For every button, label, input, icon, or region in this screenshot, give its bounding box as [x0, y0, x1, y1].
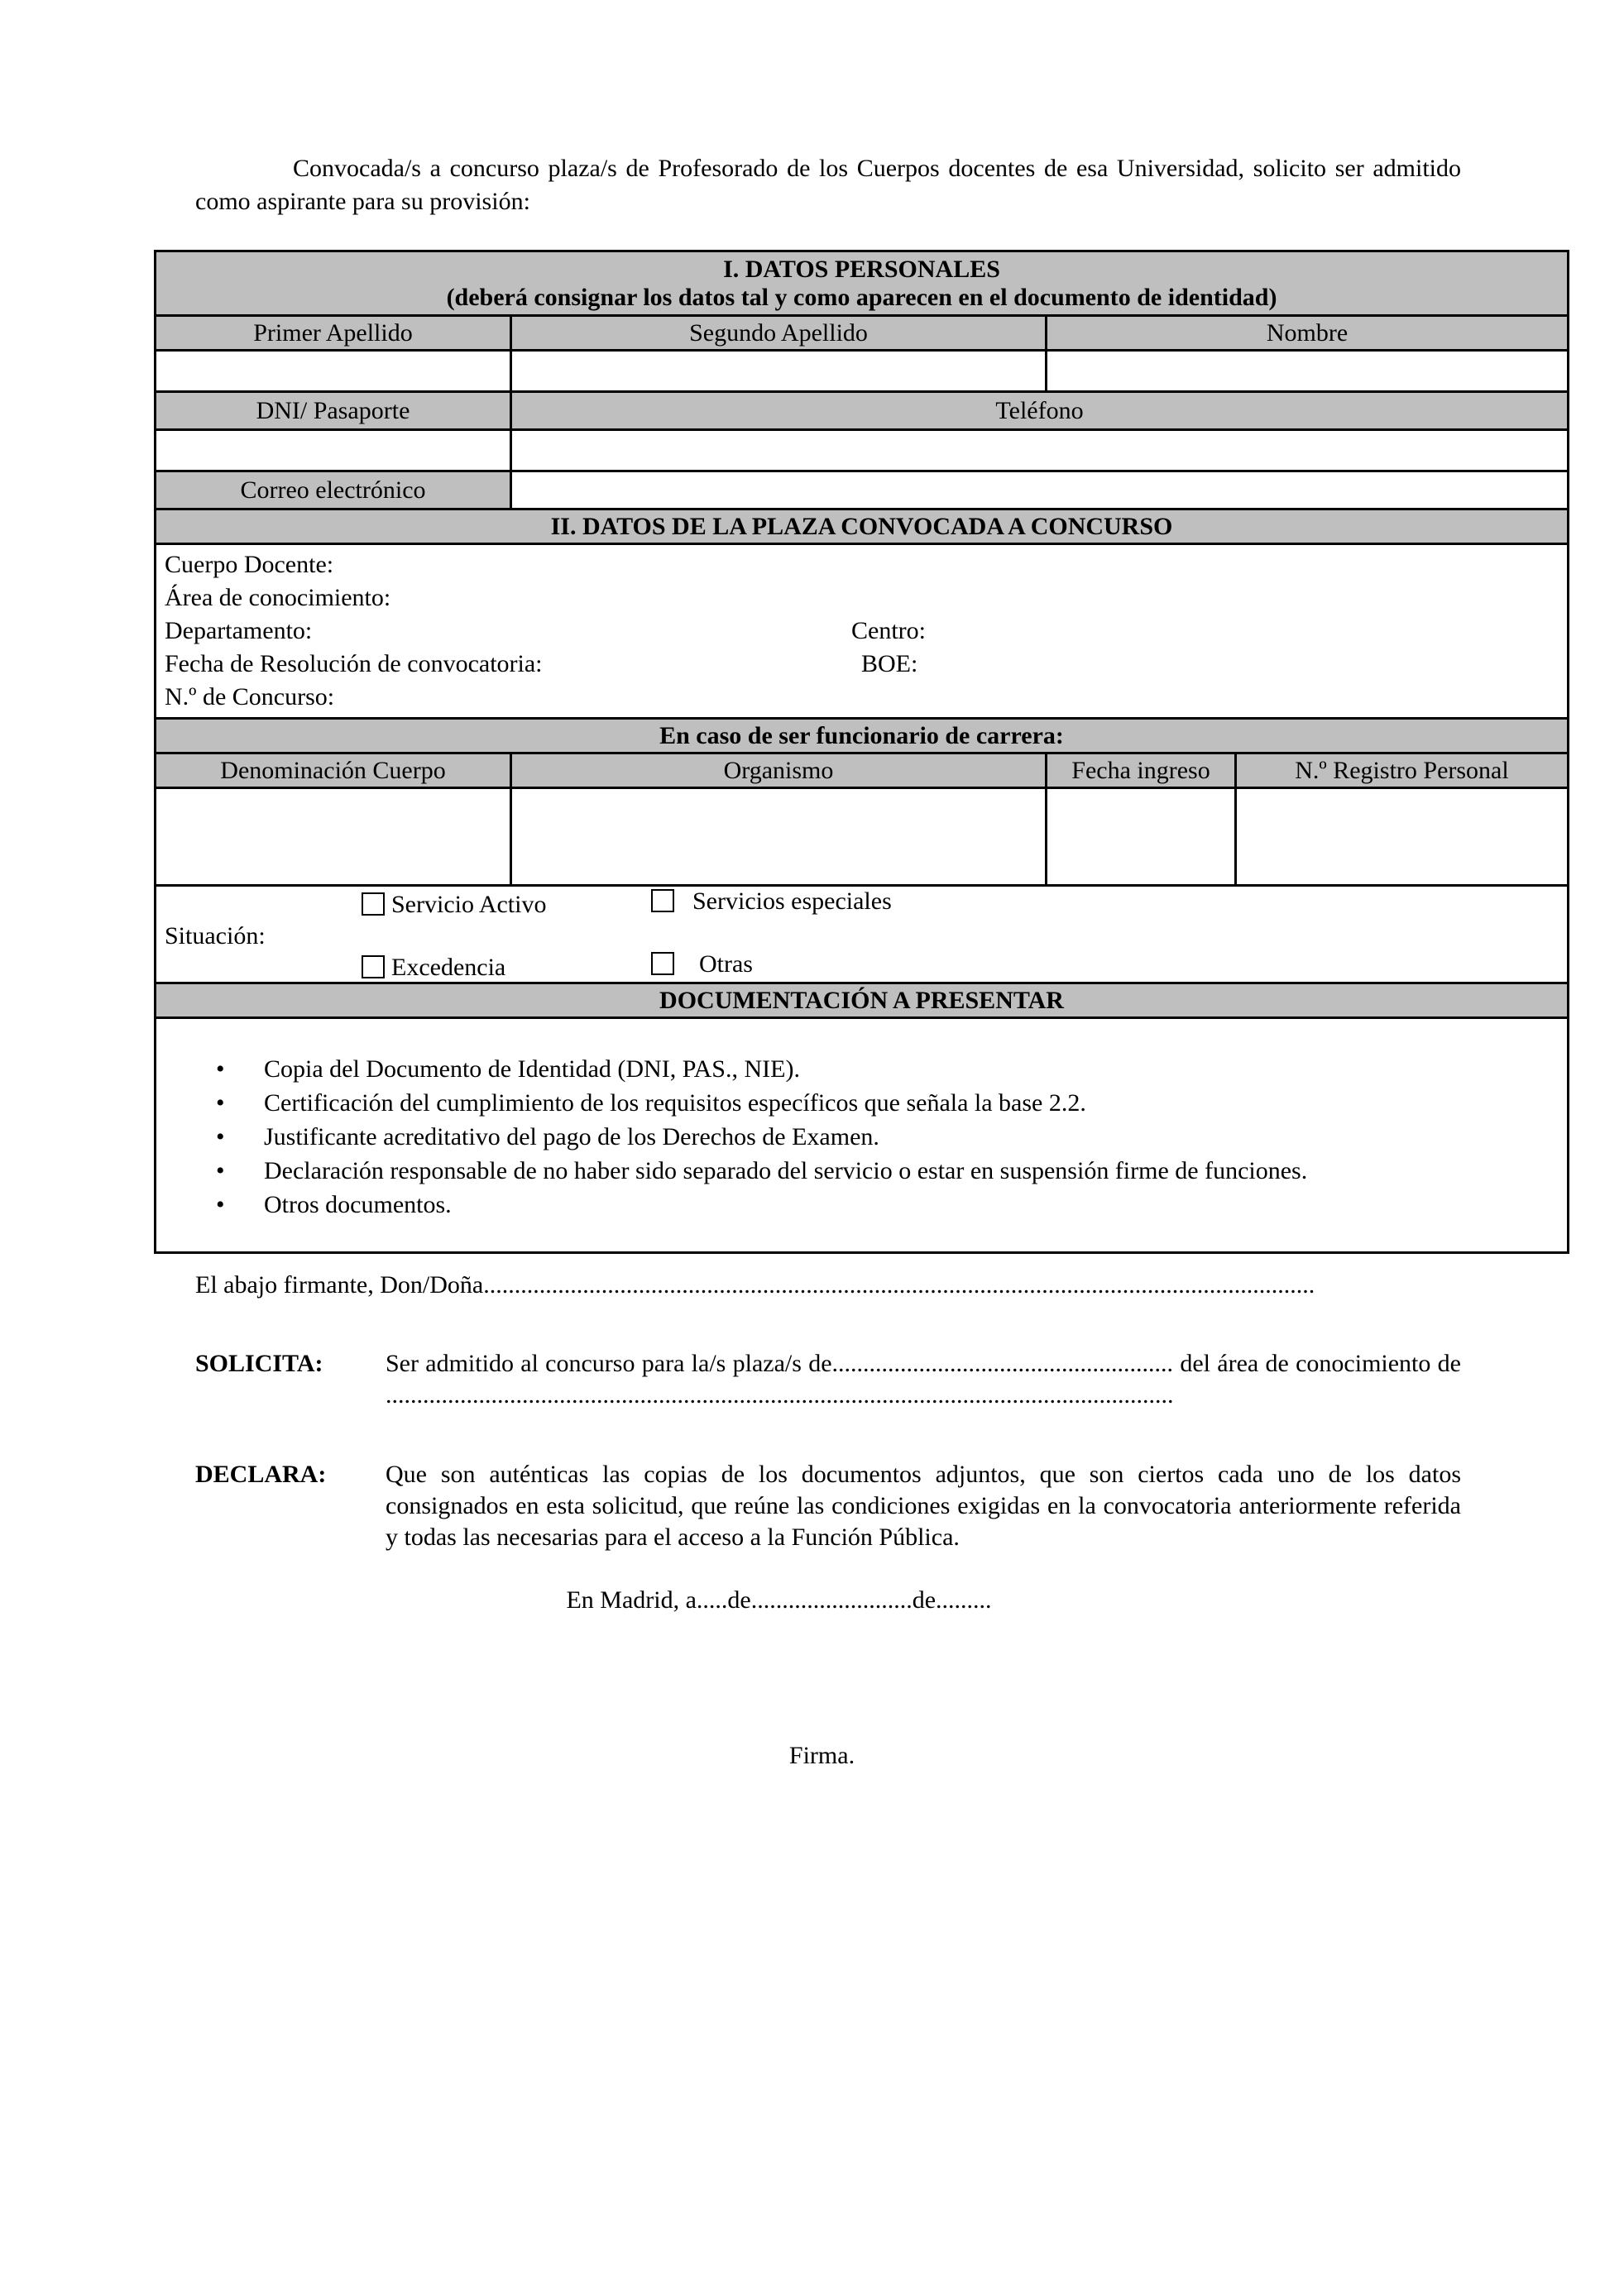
plaza-details — [156, 544, 1569, 719]
intro-paragraph — [195, 152, 1461, 218]
option-otras[interactable]: Otras — [651, 950, 753, 978]
application-form-table — [154, 250, 1569, 1254]
list-item: • Justificante acreditativo del pago de los Derechos de Examen. — [264, 1120, 1567, 1154]
declara-label: DECLARA: — [195, 1461, 327, 1488]
firmante-line: El abajo firmante, Don/Doña...................................................................................................................................... — [195, 1271, 1315, 1299]
section-personal-header — [156, 251, 1569, 316]
cuerpo-docente-label: Cuerpo Docente: — [165, 551, 334, 578]
list-item: • Certificación del cumplimiento de los requisitos específicos que señala la base 2.2. — [264, 1086, 1567, 1120]
label-segundo-apellido: Segundo Apellido — [511, 316, 1047, 351]
label-nombre: Nombre — [1047, 316, 1569, 351]
label-dni: DNI/ Pasaporte — [156, 392, 511, 430]
solicita-text: Ser admitido al concurso para la/s plaza/s de....................................................... del área de conocimiento de ............................................................................................................................... — [386, 1350, 1461, 1409]
field-denominacion[interactable] — [156, 788, 511, 886]
field-dni[interactable] — [156, 430, 511, 471]
firma-label: Firma. — [788, 1742, 855, 1769]
field-nombre[interactable] — [1047, 351, 1569, 392]
col-fecha-ingreso: Fecha ingreso — [1047, 753, 1236, 788]
area-label: Área de conocimiento: — [165, 584, 391, 611]
label-telefono: Teléfono — [511, 392, 1569, 430]
option-servicio-activo[interactable]: Servicio Activo — [362, 891, 546, 919]
declara-block — [195, 1459, 1461, 1553]
field-registro[interactable] — [1236, 788, 1569, 886]
field-primer-apellido[interactable] — [156, 351, 511, 392]
situacion-row — [156, 886, 1569, 983]
lugar-fecha: En Madrid, a.....de..........................de......... — [566, 1586, 992, 1614]
option-excedencia[interactable]: Excedencia — [362, 954, 505, 982]
col-denominacion: Denominación Cuerpo — [156, 753, 511, 788]
boe-label: BOE: — [861, 650, 918, 677]
field-organismo[interactable] — [511, 788, 1047, 886]
checkbox-icon[interactable] — [651, 952, 674, 975]
field-segundo-apellido[interactable] — [511, 351, 1047, 392]
section-personal-title: I. DATOS PERSONALES — [723, 255, 1000, 283]
documentacion-list — [156, 1052, 1567, 1222]
list-item: • Declaración responsable de no haber sido separado del servicio o estar en suspensión firme de funciones. — [264, 1154, 1567, 1188]
label-correo: Correo electrónico — [156, 471, 511, 509]
col-registro: N.º Registro Personal — [1236, 753, 1569, 788]
documentacion-list-cell — [156, 1018, 1569, 1253]
concurso-label: N.º de Concurso: — [165, 683, 335, 710]
checkbox-icon[interactable] — [362, 892, 385, 916]
option-servicios-especiales[interactable]: Servicios especiales — [651, 887, 892, 916]
field-fecha-ingreso[interactable] — [1047, 788, 1236, 886]
intro-text: Convocada/s a concurso plaza/s de Profesorado de los Cuerpos docentes de esa Universidad, solicito ser admitido como aspirante para su provisión: — [195, 155, 1461, 215]
funcionario-header: En caso de ser funcionario de carrera: — [156, 719, 1569, 753]
situacion-label: Situación: — [165, 921, 266, 949]
documentacion-header: DOCUMENTACIÓN A PRESENTAR — [156, 983, 1569, 1018]
departamento-label: Departamento: — [165, 617, 313, 644]
field-telefono[interactable] — [511, 430, 1569, 471]
checkbox-icon[interactable] — [651, 889, 674, 912]
fecha-resolucion-label: Fecha de Resolución de convocatoria: — [165, 650, 543, 677]
list-item: • Otros documentos. — [264, 1188, 1567, 1222]
solicita-label: SOLICITA: — [195, 1350, 323, 1377]
section-personal-subtitle: (deberá consignar los datos tal y como aparecen en el documento de identidad) — [446, 283, 1277, 311]
field-correo[interactable] — [511, 471, 1569, 509]
checkbox-icon[interactable] — [362, 955, 385, 978]
section-plaza-header: II. DATOS DE LA PLAZA CONVOCADA A CONCURSO — [156, 509, 1569, 544]
col-organismo: Organismo — [511, 753, 1047, 788]
declara-text: Que son auténticas las copias de los documentos adjuntos, que son ciertos cada uno de los datos consignados en esta solicitud, que reúne las condiciones exigidas en la convocatoria anteriormente referida y todas las necesarias para el acceso a la Función Pública. — [386, 1461, 1461, 1551]
label-primer-apellido: Primer Apellido — [156, 316, 511, 351]
centro-label: Centro: — [851, 617, 926, 644]
solicita-block — [195, 1348, 1461, 1411]
list-item: • Copia del Documento de Identidad (DNI, PAS., NIE). — [264, 1052, 1567, 1086]
